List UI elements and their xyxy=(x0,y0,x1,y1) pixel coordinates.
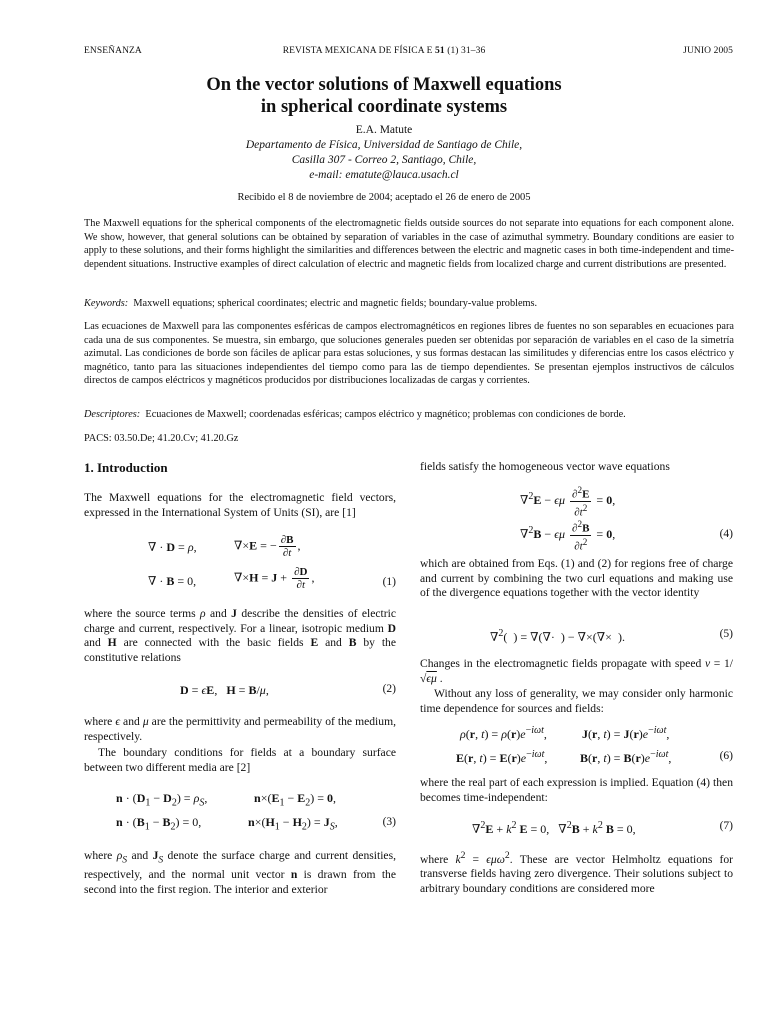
descriptores xyxy=(84,408,734,422)
paragraph-boundary: The boundary conditions for fields at a boundary surface between two different media are [2] xyxy=(84,746,396,774)
title-line-1: On the vector solutions of Maxwell equations xyxy=(206,75,562,95)
equation-number-5: (5) xyxy=(719,628,733,640)
journal-section: ENSEÑANZA xyxy=(84,46,142,56)
equation-number-7: (7) xyxy=(719,820,733,832)
affiliation-line-1: Departamento de Física, Universidad de Santiago de Chile, xyxy=(245,139,523,151)
affiliation-line-2: Casilla 307 - Correo 2, Santiago, Chile, xyxy=(291,154,477,166)
pacs-codes: PACS: 03.50.De; 41.20.Cv; 41.20.Gz xyxy=(84,433,239,444)
equation-number-2: (2) xyxy=(382,683,396,695)
paper-title xyxy=(0,74,768,118)
author-name: E.A. Matute xyxy=(355,124,413,136)
equation-number-4: (4) xyxy=(719,528,733,540)
journal-citation: REVISTA MEXICANA DE FÍSICA E 51 (1) 31–36 xyxy=(282,46,486,56)
affiliation-email: e-mail: ematute@lauca.usach.cl xyxy=(309,169,459,181)
paragraph-surface: where $\rho_S$ and $J_S$ denote the surface charge and current densities, respectively, and the normal unit vector n is drawn from the second into the first region. The interior and exterior xyxy=(84,849,396,896)
title-line-2: in spherical coordinate systems xyxy=(260,97,508,117)
abstract-spanish: Las ecuaciones de Maxwell para las componentes esféricas de campos electromagnéticos en regiones libres de fuentes no son separables en ecuaciones para cada una de sus componentes. Se muestra, sin embargo, que soluciones generales pueden ser obtenidas por separación de variables en el caso de la simetría azimutal. Las condiciones de borde son fáciles de aplicar para estas soluciones, y sus formas destacan las similitudes y diferencias entre los casos eléctrico y magnético, tanto para las situaciones independientes del tiempo como para las de tiempo dependientes. Se presentan ejemplos instructivos de cálculos directos de campos eléctricos y magnéticos producidos por distribuciones localizadas de cargas y corrientes. xyxy=(84,321,734,387)
paragraph-wave-intro: fields satisfy the homogeneous vector wave equations xyxy=(420,460,670,473)
paragraph-helmholtz: where $k^2 = \epsilon\mu\omega^2$. These are vector Helmholtz equations for transverse fields having zero divergence. Their solutions subject to arbitrary boundary conditions are considered more xyxy=(420,850,733,896)
section-heading-introduction: 1. Introduction xyxy=(84,460,168,475)
equation-number-6: (6) xyxy=(719,750,733,762)
equation-1: ∇ · D = ρ, ∇×E = − $\frac{\partial B}{\partial t}$ , ∇ · B = 0, ∇×H = J + $\frac{\partial D}{\partial t}$ , (1) xyxy=(148,534,396,591)
paragraph-harmonic: Without any loss of generality, we may consider only harmonic time dependence for sources and fields: xyxy=(420,687,733,715)
descriptores-text: Ecuaciones de Maxwell; coordenadas esféricas; campos eléctrico y magnético; problemas con condiciones de borde. xyxy=(145,409,626,420)
equation-3: $n \cdot (D_1 - D_2) = \rho_S$, $n\times(E_1 - E_2) = 0$, $n \cdot (B_1 - B_2) = 0$, $n\times(H_1 - H_2) = J_S$, (3) xyxy=(116,791,396,833)
paragraph-speed: Changes in the electromagnetic fields propagate with speed v = 1/√ϵμ . xyxy=(420,657,733,685)
keywords-text: Maxwell equations; spherical coordinates; electric and magnetic fields; boundary-value problems. xyxy=(133,298,538,309)
abstract-english: The Maxwell equations for the spherical components of the electromagnetic fields outside sources do not separate into equations for each component alone. We show, however, that general solutions can be obtained by separation of variables in the case of azimuthal symmetry. Boundary conditions are easier to apply to these solutions, and their forms highlight the similarities and differences between the electric and magnetic cases in both time-independent and time-dependent situations. Instructive examples of direct calculation of electric and magnetic fields from localized charge and current distributions are presented. xyxy=(84,218,734,270)
paragraph-permittivity: where ϵ and μ are the permittivity and permeability of the medium, respectively. xyxy=(84,715,396,743)
equation-2: D = ϵE, H = B/μ, (2) xyxy=(180,683,396,697)
equation-number-3: (3) xyxy=(382,816,396,828)
keywords-label: Keywords: xyxy=(84,298,129,309)
author-block xyxy=(0,123,768,183)
equation-5: ∇$^2$( ) = ∇(∇· ) − ∇×(∇× ). (5) xyxy=(490,628,733,644)
equation-number-1: (1) xyxy=(382,576,396,588)
equation-4: ∇$^2$E − ϵμ $\frac{\partial^2E}{\partial t^2}$ = 0, ∇$^2$B − ϵμ $\frac{\partial^2B}{\partial t^2}$ = 0, (4) xyxy=(520,485,733,553)
paragraph-intro: The Maxwell equations for the electromagnetic field vectors, expressed in the International System of Units (SI), are [1] xyxy=(84,491,396,519)
equation-6: ρ(r, $t) = \rho(r)e^{-i\omega t}$, J(r, $t) = J(r)e^{-i\omega t}$, E(r, $t) = E(r)e^{-i\omega t}$, B(r, $t) = B(r)e^{-i\omega t}$, (6) xyxy=(456,725,733,765)
paragraph-derivation: which are obtained from Eqs. (1) and (2) for regions free of charge and current by combining the two curl equations and making use of the divergence equations together with the vector identity xyxy=(420,557,733,600)
journal-date: JUNIO 2005 xyxy=(683,46,733,56)
equation-7: $\nabla^2E + k^2$ E = 0, $\nabla^2B + k^2$ B = 0, (7) xyxy=(472,820,733,836)
descriptores-label: Descriptores: xyxy=(84,409,141,420)
paragraph-sources: where the source terms ρ and J describe the densities of electric charge and current, respectively. For a linear, isotropic medium D and H are connected with the basic fields E and B by the constitutive relations xyxy=(84,607,396,664)
received-dates: Recibido el 8 de noviembre de 2004; aceptado el 26 de enero de 2005 xyxy=(237,192,531,203)
keywords xyxy=(84,297,734,311)
paragraph-real-part: where the real part of each expression is implied. Equation (4) then becomes time-independent: xyxy=(420,776,733,804)
